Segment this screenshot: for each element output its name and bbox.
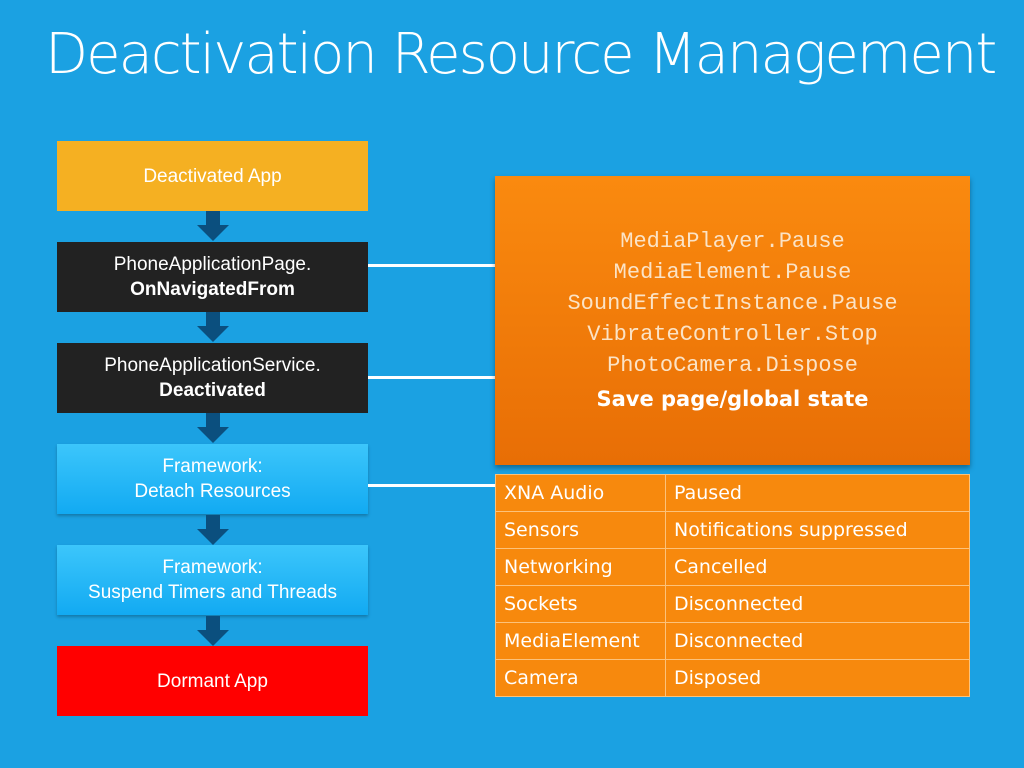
resource-name: Sensors <box>496 512 666 549</box>
table-row <box>496 512 970 549</box>
on-navigated-from-box <box>57 242 368 312</box>
box-label-line2: Deactivated <box>159 380 266 401</box>
api-call: SoundEffectInstance.Pause <box>567 291 898 316</box>
box-label-line2: OnNavigatedFrom <box>130 279 295 300</box>
table-row <box>496 623 970 660</box>
down-arrow-icon <box>197 515 229 545</box>
resource-name: Camera <box>496 660 666 697</box>
table-row <box>496 549 970 586</box>
resource-state: Paused <box>666 475 970 512</box>
suspend-timers-box <box>57 545 368 615</box>
resource-name: Networking <box>496 549 666 586</box>
slide-title: Deactivation Resource Management <box>45 22 996 87</box>
connector-line <box>368 484 495 487</box>
box-label: Dormant App <box>157 670 268 692</box>
api-call: PhotoCamera.Dispose <box>607 353 858 378</box>
box-label-line2: Suspend Timers and Threads <box>88 582 337 603</box>
api-call: MediaElement.Pause <box>613 260 852 285</box>
resource-state: Cancelled <box>666 549 970 586</box>
box-label-line1: Framework: <box>162 557 263 578</box>
app-actions-box <box>495 176 970 465</box>
save-state-label: Save page/global state <box>596 387 869 411</box>
box-label-line2: Detach Resources <box>134 481 291 502</box>
table-row <box>496 586 970 623</box>
resource-state: Notifications suppressed <box>666 512 970 549</box>
down-arrow-icon <box>197 211 229 241</box>
down-arrow-icon <box>197 312 229 342</box>
dormant-app-box <box>57 646 368 716</box>
resource-name: XNA Audio <box>496 475 666 512</box>
table-row <box>496 660 970 697</box>
down-arrow-icon <box>197 413 229 443</box>
box-label: Deactivated App <box>143 165 282 187</box>
box-label-line1: PhoneApplicationService. <box>104 355 321 376</box>
deactivated-event-box <box>57 343 368 413</box>
resource-name: MediaElement <box>496 623 666 660</box>
connector-line <box>368 264 495 267</box>
api-call: VibrateController.Stop <box>587 322 878 347</box>
table-row <box>496 475 970 512</box>
connector-line <box>368 376 495 379</box>
box-label-line1: Framework: <box>162 456 263 477</box>
box-label-line1: PhoneApplicationPage. <box>113 254 312 275</box>
deactivated-app-box <box>57 141 368 211</box>
resource-state: Disposed <box>666 660 970 697</box>
detach-resources-box <box>57 444 368 514</box>
down-arrow-icon <box>197 616 229 646</box>
resource-name: Sockets <box>496 586 666 623</box>
api-call: MediaPlayer.Pause <box>620 229 845 254</box>
resource-state: Disconnected <box>666 586 970 623</box>
resources-table <box>495 474 970 697</box>
resource-state: Disconnected <box>666 623 970 660</box>
